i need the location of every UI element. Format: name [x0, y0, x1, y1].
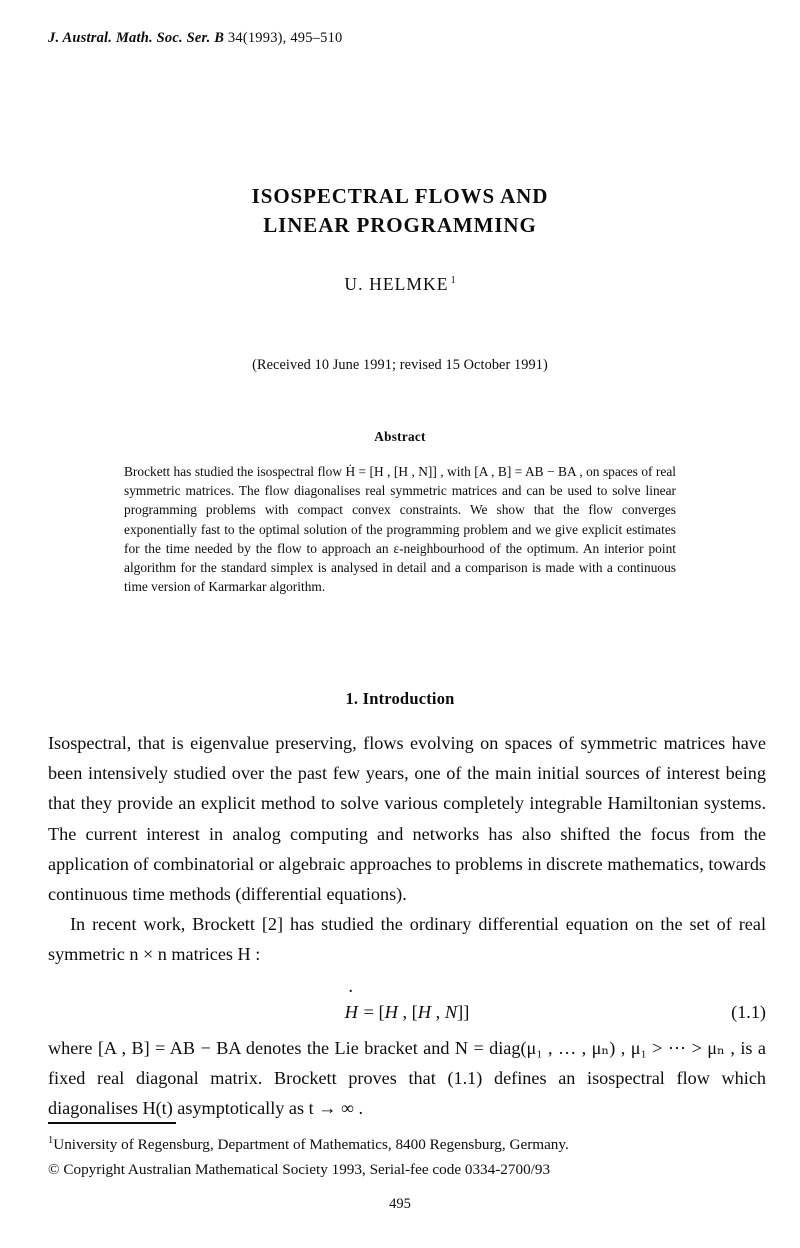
footnote-copyright: Copyright Australian Mathematical Society 1993, Serial-fee code 0334-2700/93: [63, 1161, 551, 1179]
equation-expression: H · = [H , [H , N]]: [48, 997, 766, 1027]
author-block: [0, 274, 800, 295]
body-text-block-2: [48, 1033, 766, 1124]
abstract-body: [124, 462, 676, 596]
body-paragraph-3: where [A , B] = AB − BA denotes the Lie bracket and N = diag(μ₁ , … , μₙ) , μ₁ > ⋯ > μₙ , is a fixed real diagonal matrix. Brockett proves that (1.1) defines an isospectral flow which diagonalises H(t) asymptotically as t → ∞ .: [48, 1038, 766, 1119]
abstract-heading: Abstract: [374, 429, 426, 444]
footnote-separator-rule: [48, 1122, 176, 1124]
footnote-block: [48, 1128, 766, 1182]
body-paragraph-2: In recent work, Brockett [2] has studied the ordinary differential equation on the set of real symmetric n × n matrices H :: [48, 914, 766, 965]
section-heading-introduction: 1. Introduction: [345, 689, 455, 708]
received-revised-line: (Received 10 June 1991; revised 15 October 1991): [252, 357, 548, 373]
body-text-block-1: [48, 728, 766, 970]
copyright-icon: ©: [48, 1161, 60, 1179]
footnote-affiliation: University of Regensburg, Department of Mathematics, 8400 Regensburg, Germany.: [53, 1136, 569, 1154]
journal-volume-pages: 34(1993), 495–510: [227, 30, 343, 46]
footnote-marker: 1: [48, 1135, 54, 1146]
author-name: U. HELMKE: [344, 274, 449, 294]
footnote-affiliation-line: [48, 1128, 766, 1157]
title-line-2: LINEAR PROGRAMMING: [263, 213, 537, 237]
journal-running-head: [48, 30, 342, 47]
equation-number: (1.1): [731, 1002, 766, 1022]
title-line-1: ISOSPECTRAL FLOWS AND: [251, 184, 549, 208]
author-footnote-marker: 1: [450, 275, 456, 287]
display-equation-1-1: [48, 997, 766, 1027]
page-title: [0, 182, 800, 240]
page-number: 495: [389, 1196, 411, 1212]
journal-name: J. Austral. Math. Soc. Ser. B: [48, 30, 225, 46]
footnote-copyright-line: [48, 1157, 766, 1182]
abstract-paragraph: Brockett has studied the isospectral flow Ḣ = [H , [H , N]] , with [A , B] = AB − BA , on spaces of real symmetric matrices. The flow diagonalises real symmetric matrices and can be used to solve linear programming problems with compact convex constraints. We show that the flow converges exponentially fast to the optimal solution of the programming problem and we give explicit estimates for the time needed by the flow to approach an ε-neighbourhood of the optimum. An interior point algorithm for the standard simplex is analysed in detail and a comparison is made with a continuous time version of Karmarkar algorithm.: [124, 464, 676, 595]
body-paragraph-1: Isospectral, that is eigenvalue preserving, flows evolving on spaces of symmetric matrices have been intensively studied over the past few years, one of the main initial sources of interest being that they provide an explicit method to solve various completely integrable Hamiltonian systems. The current interest in analog computing and networks has also shifted the focus from the application of combinatorial or algebraic approaches to problems in discrete mathematics, towards continuous time methods (differential equations).: [48, 733, 766, 905]
